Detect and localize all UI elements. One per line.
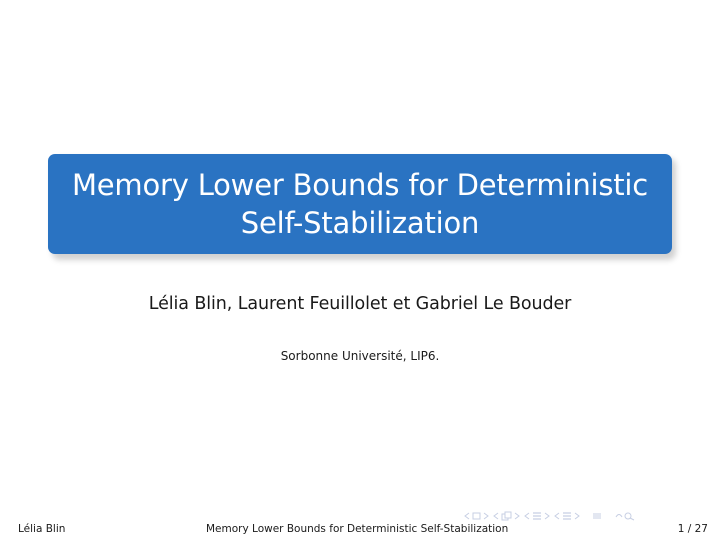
nav-frame-left-icon[interactable] (464, 512, 470, 520)
nav-section-group[interactable] (524, 511, 550, 521)
beamer-navigation (464, 510, 636, 522)
authors: Lélia Blin, Laurent Feuillolet et Gabriel Le Bouder (148, 294, 572, 314)
nav-section-icon[interactable] (532, 511, 542, 521)
nav-subsection-right-icon[interactable] (514, 512, 520, 520)
nav-frame-right-icon[interactable] (483, 512, 489, 520)
nav-section-right-icon[interactable] (544, 512, 550, 520)
affiliation: Sorbonne Université, LIP6. (280, 349, 440, 363)
nav-frame-group[interactable] (464, 512, 489, 520)
nav-appendix-right-icon[interactable] (574, 512, 580, 520)
nav-appendix-icon[interactable] (562, 511, 572, 521)
title-line-2: Self-Stabilization (240, 206, 480, 240)
nav-appendix-group[interactable] (554, 511, 580, 521)
footer-title: Memory Lower Bounds for Deterministic Self-Stabilization (206, 523, 509, 535)
nav-search-icon[interactable] (614, 511, 636, 521)
nav-appendix-left-icon[interactable] (554, 512, 560, 520)
nav-align-icon[interactable] (592, 511, 602, 521)
nav-frame-icon[interactable] (472, 512, 481, 520)
title-line-1: Memory Lower Bounds for Deterministic (71, 168, 649, 202)
title-box (48, 154, 672, 254)
nav-section-left-icon[interactable] (524, 512, 530, 520)
footer-page-number: 1 / 27 (677, 523, 708, 535)
nav-subsection-group[interactable] (493, 511, 520, 521)
nav-subsection-icon[interactable] (501, 511, 512, 521)
footer-author: Lélia Blin (18, 523, 66, 535)
nav-subsection-left-icon[interactable] (493, 512, 499, 520)
footer (0, 523, 720, 539)
